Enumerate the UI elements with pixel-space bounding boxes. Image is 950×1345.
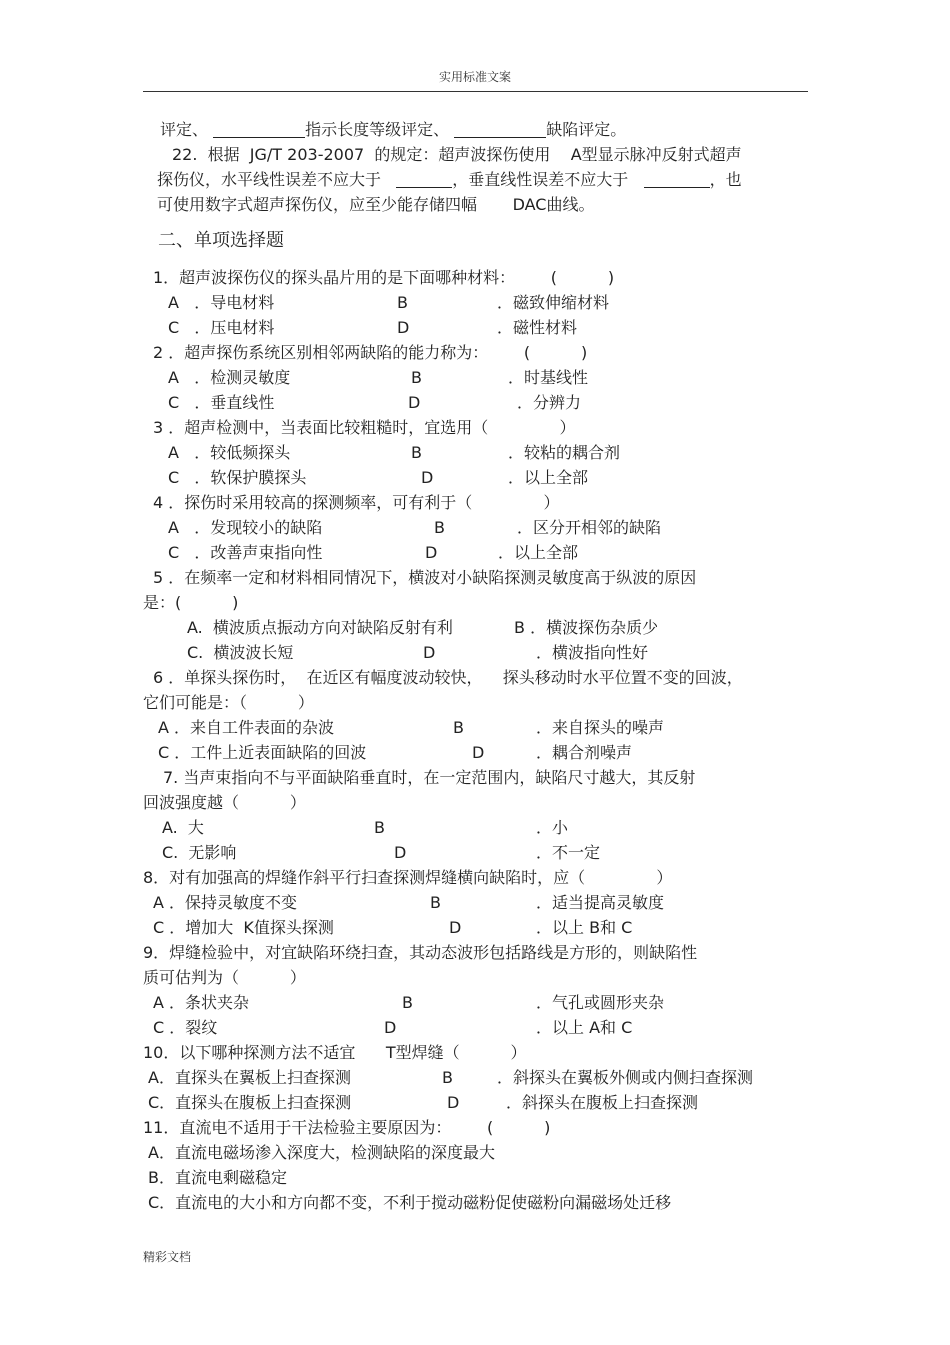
q3-option-a: A ．较低频探头 (168, 443, 291, 462)
q4-option-b-text: ．区分开相邻的缺陷 (517, 518, 662, 537)
q1-option-c: C ．压电材料 (168, 318, 275, 337)
q7-option-a: A. 大 (162, 818, 204, 837)
q22-line-2 (157, 170, 742, 190)
q6-option-b-text: ．来自探头的噪声 (536, 718, 665, 737)
q22-text: 探伤仪，水平线性误差不应大于 (157, 170, 382, 189)
q5-option-c: C. 横波波长短 (187, 643, 294, 662)
q22-text: ，垂直线性误差不应大于 (452, 170, 629, 189)
q5-option-b: B ．横波探伤杂质少 (514, 618, 659, 637)
q7-option-d-text: ．不一定 (536, 843, 601, 862)
q7-option-b-text: ．小 (536, 818, 569, 837)
q2-option-b-letter: B (411, 368, 422, 387)
q6-option-b-letter: B (453, 718, 464, 737)
q3-option-d-text: ．以上全部 (508, 468, 589, 487)
question-8-stem: 8．对有加强高的焊缝作斜平行扫查探测焊缝横向缺陷时，应（ ） (143, 868, 673, 887)
q9-option-a: A ．条状夹杂 (153, 993, 250, 1012)
q6-option-a: A ．来自工件表面的杂波 (158, 718, 335, 737)
q9-option-b-letter: B (402, 993, 413, 1012)
q2-option-d-text: ．分辨力 (517, 393, 582, 412)
question-9-stem: 9．焊缝检验中，对宜缺陷环绕扫查，其动态波形包括路线是方形的，则缺陷性 (143, 943, 698, 962)
q22-line-1: 22. 根据 JG/T 203-2007 的规定：超声波探伤使用 A型显示脉冲反射式超声 (172, 145, 742, 164)
q3-option-b-letter: B (411, 443, 422, 462)
q6-option-d-text: ．耦合剂噪声 (536, 743, 633, 762)
intro-line-1 (160, 120, 626, 140)
q7-option-c: C. 无影响 (162, 843, 237, 862)
fill-blank (644, 171, 710, 188)
q5-option-d-text: ．横波指向性好 (536, 643, 649, 662)
q8-option-b-letter: B (430, 893, 441, 912)
q4-option-b-letter: B (434, 518, 445, 537)
q4-option-d-text: ．以上全部 (498, 543, 579, 562)
q8-option-d-letter: D (449, 918, 462, 937)
q10-option-b-letter: B (442, 1068, 453, 1087)
question-5-stem: 5 ．在频率一定和材料相同情况下，横波对小缺陷探测灵敏度高于纵波的原因 (153, 568, 697, 587)
q4-option-c: C ．改善声束指向性 (168, 543, 323, 562)
intro-text: 指示长度等级评定、 (305, 120, 450, 139)
q8-option-a: A ．保持灵敏度不变 (153, 893, 298, 912)
q10-option-c: C．直探头在腹板上扫查探测 (148, 1093, 352, 1112)
question-11-stem: 11．直流电不适用于干法检验主要原因为： ( ) (143, 1118, 551, 1137)
q9-option-b-text: ．气孔或圆形夹杂 (536, 993, 665, 1012)
q4-option-d-letter: D (425, 543, 438, 562)
page-header: 实用标准文案 (438, 70, 511, 84)
q2-option-a: A ．检测灵敏度 (168, 368, 291, 387)
intro-text: 评定、 (160, 120, 209, 139)
q2-option-c: C ．垂直线性 (168, 393, 275, 412)
question-6-stem-cont: 它们可能是：（ ） (143, 693, 314, 712)
q10-option-d-text: ．斜探头在腹板上扫查探测 (506, 1093, 699, 1112)
q3-option-b-text: ．较粘的耦合剂 (508, 443, 621, 462)
q7-option-b-letter: B (374, 818, 385, 837)
question-10-stem: 10．以下哪种探测方法不适宜 T型焊缝（ ） (143, 1043, 527, 1062)
q5-option-a: A. 横波质点振动方向对缺陷反射有利 (187, 618, 453, 637)
header-rule (143, 91, 808, 92)
q22-line-3: 可使用数字式超声探伤仪，应至少能存储四幅 DAC曲线。 (157, 195, 595, 214)
q22-text: ，也 (709, 170, 742, 189)
question-6-stem: 6 ．单探头探伤时， 在近区有幅度波动较快， 探头移动时水平位置不变的回波， (153, 668, 743, 687)
q9-option-d-text: ．以上 A和 C (536, 1018, 633, 1037)
q10-option-a: A．直探头在翼板上扫查探测 (148, 1068, 351, 1087)
question-9-stem-cont: 质可估判为（ ） (143, 968, 306, 987)
q11-option-c: C．直流电的大小和方向都不变，不利于搅动磁粉促使磁粉向漏磁场处迁移 (148, 1193, 672, 1212)
q8-option-b-text: ．适当提高灵敏度 (536, 893, 665, 912)
q4-option-a: A ．发现较小的缺陷 (168, 518, 323, 537)
question-5-stem-cont: 是：( ) (143, 593, 239, 612)
q10-option-b-text: ．斜探头在翼板外侧或内侧扫查探测 (497, 1068, 754, 1087)
q1-option-d-text: ．磁性材料 (497, 318, 578, 337)
q7-option-d-letter: D (394, 843, 407, 862)
q10-option-d-letter: D (447, 1093, 460, 1112)
q8-option-c: C ．增加大 K值探头探测 (153, 918, 334, 937)
page-footer: 精彩文档 (143, 1250, 192, 1264)
question-2-stem: 2 ．超声探伤系统区别相邻两缺陷的能力称为： ( ) (153, 343, 588, 362)
q9-option-c: C ．裂纹 (153, 1018, 218, 1037)
q1-option-d-letter: D (397, 318, 410, 337)
fill-blank (454, 121, 546, 138)
q1-option-a: A ．导电材料 (168, 293, 275, 312)
q3-option-c: C ．软保护膜探头 (168, 468, 307, 487)
q1-option-b-text: ．磁致伸缩材料 (497, 293, 610, 312)
q5-option-d-letter: D (423, 643, 436, 662)
q6-option-d-letter: D (472, 743, 485, 762)
q2-option-b-text: ．时基线性 (508, 368, 589, 387)
q9-option-d-letter: D (384, 1018, 397, 1037)
fill-blank (213, 121, 305, 138)
section-title: 二、单项选择题 (158, 230, 284, 251)
question-4-stem: 4 ．探伤时采用较高的探测频率，可有利于（ ） (153, 493, 560, 512)
question-3-stem: 3 ．超声检测中，当表面比较粗糙时，宜选用（ ） (153, 418, 576, 437)
q8-option-d-text: ．以上 B和 C (536, 918, 633, 937)
q11-option-b: B．直流电剩磁稳定 (148, 1168, 287, 1187)
question-1-stem: 1．超声波探伤仪的探头晶片用的是下面哪种材料： ( ) (153, 268, 615, 287)
question-7-stem-cont: 回波强度越（ ） (143, 793, 306, 812)
q3-option-d-letter: D (421, 468, 434, 487)
q1-option-b-letter: B (397, 293, 408, 312)
q2-option-d-letter: D (408, 393, 421, 412)
q6-option-c: C ．工件上近表面缺陷的回波 (158, 743, 367, 762)
question-7-stem: 7. 当声束指向不与平面缺陷垂直时，在一定范围内，缺陷尺寸越大，其反射 (163, 768, 696, 787)
intro-text: 缺陷评定。 (546, 120, 627, 139)
fill-blank (396, 171, 452, 188)
q11-option-a: A．直流电磁场渗入深度大，检测缺陷的深度最大 (148, 1143, 495, 1162)
